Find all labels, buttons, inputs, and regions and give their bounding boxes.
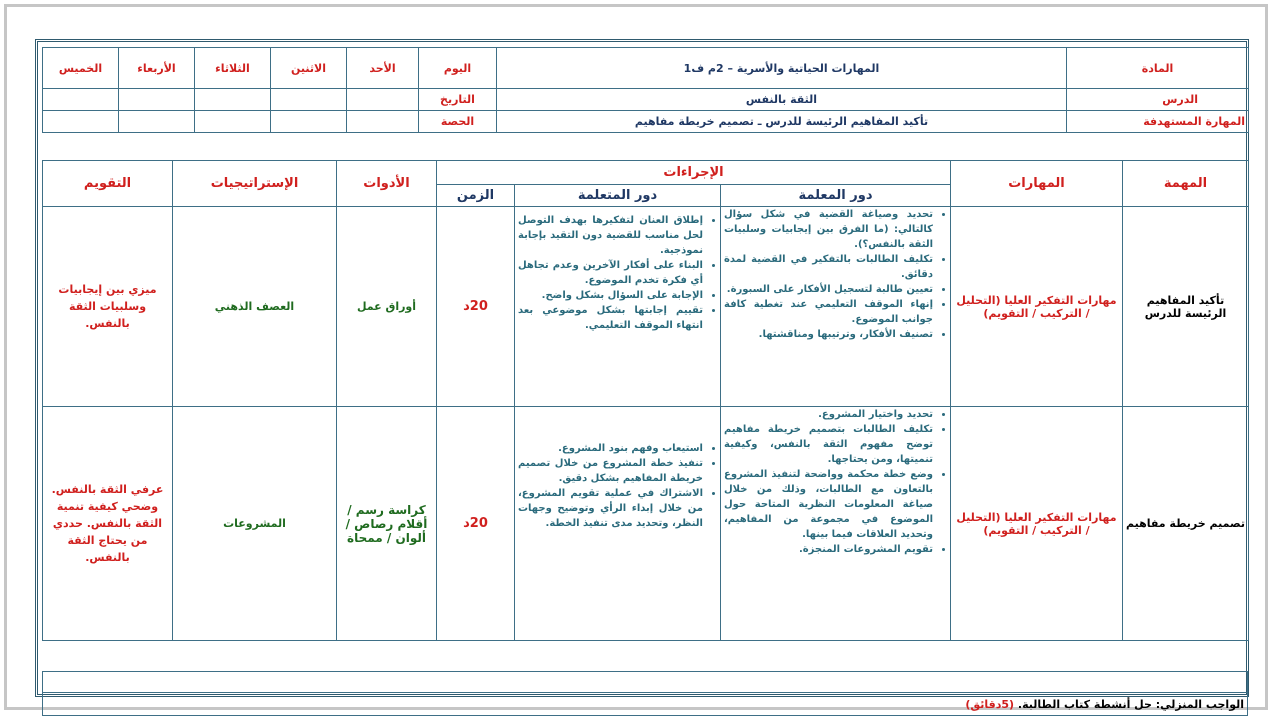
period-cell-thursday[interactable] — [43, 111, 119, 133]
col-teacher-role: دور المعلمة — [721, 185, 951, 207]
col-time: الزمن — [437, 185, 515, 207]
date-cell-tuesday[interactable] — [195, 89, 271, 111]
list-item: • الإجابة على السؤال بشكل واضح. — [518, 288, 703, 303]
time-cell: 20د — [437, 207, 515, 407]
header-table — [42, 47, 1249, 133]
day-thursday: الخميس — [43, 48, 119, 89]
teacher-steps-list — [724, 407, 947, 557]
homework-time: (5دقائق) — [965, 697, 1015, 711]
list-item: • تقويم المشروعات المنجزة. — [724, 542, 933, 557]
period-cell-tuesday[interactable] — [195, 111, 271, 133]
date-cell-sunday[interactable] — [347, 89, 419, 111]
col-procedures: الإجراءات — [437, 161, 951, 185]
teacher-role-cell — [721, 407, 951, 641]
spacer-row — [43, 672, 1248, 693]
period-cell-wednesday[interactable] — [119, 111, 195, 133]
teacher-role-cell — [721, 207, 951, 407]
day-sunday: الأحد — [347, 48, 419, 89]
col-task: المهمة — [1123, 161, 1249, 207]
period-label: الحصة — [419, 111, 497, 133]
tools-cell: أوراق عمل — [337, 207, 437, 407]
skills-cell: مهارات التفكير العليا (التحليل / التركيب / التقويم) — [951, 207, 1123, 407]
list-item: • تكليف الطالبات بالتفكير في القضية لمدة دقائق. — [724, 252, 933, 282]
skills-cell: مهارات التفكير العليا (التحليل / التركيب / التقويم) — [951, 407, 1123, 641]
subject-label: المادة — [1067, 48, 1249, 89]
period-cell-sunday[interactable] — [347, 111, 419, 133]
table-row — [43, 407, 1249, 641]
evaluation-cell: عرفي الثقة بالنفس. وضحي كيفية تنمية الثقة بالنفس. حددي من يحتاج الثقة بالنفس. — [43, 407, 173, 641]
list-item: • وضع خطة محكمة وواضحة لتنفيذ المشروع بالتعاون مع الطالبات، وذلك من خلال صياغة المعلومات النظرية المتاحة حول الموضوع في مجموعة من المفاهيم، وتحديد العلاقات فيما بينها. — [724, 467, 933, 542]
date-cell-monday[interactable] — [271, 89, 347, 111]
date-label: التاريخ — [419, 89, 497, 111]
col-evaluation: التقويم — [43, 161, 173, 207]
student-role-cell — [515, 407, 721, 641]
list-item: • تقييم إجابتها بشكل موضوعي بعد انتهاء الموقف التعليمي. — [518, 303, 703, 333]
page-frame — [4, 4, 1268, 710]
period-cell-monday[interactable] — [271, 111, 347, 133]
col-student-role: دور المتعلمة — [515, 185, 721, 207]
day-monday: الاثنين — [271, 48, 347, 89]
list-item: • الاشتراك في عملية تقويم المشروع، من خلال إبداء الرأي وتوضيح وجهات النظر، وتحديد مدى تنفيذ الخطة. — [518, 486, 703, 531]
col-skills: المهارات — [951, 161, 1123, 207]
task-cell: تأكيد المفاهيم الرئيسة للدرس — [1123, 207, 1249, 407]
homework-cell — [43, 693, 1248, 716]
lesson-plan-table — [42, 160, 1249, 641]
table-row — [43, 207, 1249, 407]
list-item: • تصنيف الأفكار، وترتيبها ومناقشتها. — [724, 327, 933, 342]
skill-label: المهارة المستهدفة — [1067, 111, 1249, 133]
homework-text: الواجب المنزلي: حل أنشطة كتاب الطالبة. — [1017, 697, 1244, 711]
list-item: • إنهاء الموقف التعليمي عند تغطية كافة جوانب الموضوع. — [724, 297, 933, 327]
list-item: • إطلاق العنان لتفكيرها بهدف التوصل لحل مناسب للقضية دون التقيد بإجابة نموذجية. — [518, 213, 703, 258]
homework-table — [42, 671, 1248, 716]
list-item: • البناء على أفكار الآخرين وعدم تجاهل أي فكرة تخدم الموضوع. — [518, 258, 703, 288]
date-cell-wednesday[interactable] — [119, 89, 195, 111]
list-item: • تحديد وصياغة القضية في شكل سؤال كالتالي: (ما الفرق بين إيجابيات وسلبيات الثقة بالنفس؟). — [724, 207, 933, 252]
student-role-cell — [515, 207, 721, 407]
day-tuesday: الثلاثاء — [195, 48, 271, 89]
day-wednesday: الأربعاء — [119, 48, 195, 89]
evaluation-cell: ميزي بين إيجابيات وسلبيات الثقة بالنفس. — [43, 207, 173, 407]
student-steps-list — [518, 213, 717, 333]
list-item: • تحديد واختيار المشروع. — [724, 407, 933, 422]
lesson-value: الثقة بالنفس — [497, 89, 1067, 111]
teacher-steps-list — [724, 207, 947, 342]
list-item: • تعيين طالبة لتسجيل الأفكار على السبورة. — [724, 282, 933, 297]
tools-cell: كراسة رسم / أقلام رصاص / ألوان / ممحاة — [337, 407, 437, 641]
list-item: • تنفيذ خطة المشروع من خلال تصميم خريطة المفاهيم بشكل دقيق. — [518, 456, 703, 486]
subject-value: المهارات الحياتية والأسرية – 2م ف1 — [497, 48, 1067, 89]
time-cell: 20د — [437, 407, 515, 641]
lesson-plan-sheet — [35, 39, 1249, 711]
day-label: اليوم — [419, 48, 497, 89]
strategy-cell: المشروعات — [173, 407, 337, 641]
col-tools: الأدوات — [337, 161, 437, 207]
student-steps-list — [518, 441, 717, 531]
list-item: • استيعاب وفهم بنود المشروع. — [518, 441, 703, 456]
skill-value: تأكيد المفاهيم الرئيسة للدرس ـ تصميم خريطة مفاهيم — [497, 111, 1067, 133]
date-cell-thursday[interactable] — [43, 89, 119, 111]
col-strategies: الإستراتيجيات — [173, 161, 337, 207]
task-cell: تصميم خريطة مفاهيم — [1123, 407, 1249, 641]
strategy-cell: العصف الذهني — [173, 207, 337, 407]
list-item: • تكليف الطالبات بتصميم خريطة مفاهيم توضح مفهوم الثقة بالنفس، وكيفية تنميتها، ومن يحتاجها. — [724, 422, 933, 467]
lesson-label: الدرس — [1067, 89, 1249, 111]
